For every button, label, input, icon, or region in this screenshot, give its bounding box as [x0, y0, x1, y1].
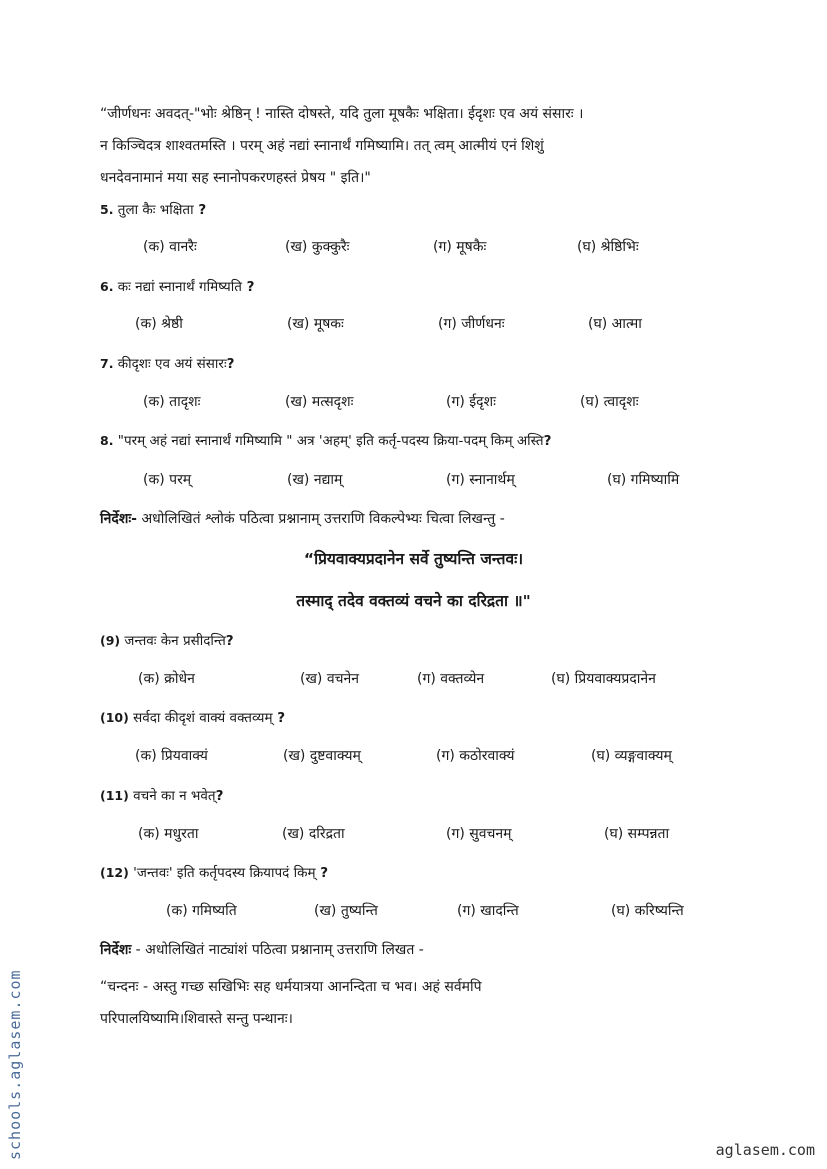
question-text: 'जन्तवः' इति कर्तृपदस्य क्रियापदं किम् — [128, 865, 316, 881]
question-10 — [100, 708, 285, 726]
option-kha: (ख) कुक्कुरैः — [285, 239, 350, 255]
option-ka: (क) परम् — [143, 472, 192, 488]
question-text: "परम् अहं नद्यां स्नानार्थं गमिष्यामि " अत्र 'अहम्' इति कर्तृ-पदस्य क्रिया-पदम् किम् अस्ति — [113, 433, 544, 449]
question-number: (11) — [100, 788, 129, 803]
option-gha: (घ) प्रियवाक्यप्रदानेन — [551, 671, 656, 687]
passage-line: न किञ्चिदत्र शाश्वतमस्ति । परम् अहं नद्यां स्नानार्थं गमिष्यामि। तत् त्वम् आत्मीयं एनं शिशुं — [100, 138, 544, 154]
question-8 — [100, 431, 551, 449]
question-text: जन्तवः केन प्रसीदन्ति — [120, 633, 226, 649]
question-9 — [100, 631, 234, 649]
question-mark: ? — [193, 202, 207, 218]
question-text: कः नद्यां स्नानार्थं गमिष्यति — [113, 279, 242, 295]
option-ga: (ग) सुवचनम् — [446, 826, 512, 842]
question-text: तुला कैः भक्षिता — [113, 202, 194, 218]
option-ga: (ग) वक्तव्येन — [417, 671, 485, 687]
option-ka: (क) प्रियवाक्यं — [135, 748, 208, 764]
option-ka: (क) तादृशः — [143, 394, 201, 410]
directive-shloka — [100, 509, 505, 528]
question-number: (12) — [100, 865, 129, 880]
option-gha: (घ) श्रेष्ठिभिः — [577, 239, 639, 255]
option-gha: (घ) व्यङ्गवाक्यम् — [591, 748, 672, 764]
question-mark: ? — [543, 433, 552, 449]
option-ga: (ग) जीर्णधनः — [438, 316, 505, 332]
option-ga: (ग) ईदृशः — [446, 394, 496, 410]
question-mark: ? — [226, 356, 235, 372]
question-mark: ? — [215, 788, 224, 804]
option-kha: (ख) मूषकः — [287, 316, 344, 332]
option-kha: (ख) मत्सदृशः — [285, 394, 354, 410]
option-ga: (ग) खादन्ति — [457, 903, 519, 919]
question-number: (9) — [100, 633, 121, 648]
option-gha: (घ) आत्मा — [588, 316, 642, 332]
question-mark: ? — [241, 279, 255, 295]
question-number: 8. — [100, 433, 114, 448]
question-text: सर्वदा कीदृशं वाक्यं वक्तव्यम् — [128, 710, 273, 726]
option-gha: (घ) सम्पन्नता — [604, 826, 670, 842]
option-gha: (घ) गमिष्यामि — [607, 472, 680, 488]
option-ga: (ग) स्नानार्थम् — [446, 472, 515, 488]
passage — [100, 98, 720, 194]
option-ga: (ग) मूषकैः — [433, 239, 487, 255]
option-ka: (क) वानरैः — [143, 239, 197, 255]
directive-text: अधोलिखितं श्लोकं पठित्वा प्रश्नानाम् उत्तराणि विकल्पेभ्यः चित्वा लिखन्तु - — [137, 511, 505, 527]
question-mark: ? — [272, 710, 286, 726]
directive-label: निर्देशः- — [100, 511, 137, 527]
question-7 — [100, 354, 235, 372]
option-kha: (ख) नद्याम् — [287, 472, 343, 488]
shloka-line-2: तस्माद् तदेव वक्तव्यं वचने का दरिद्रता ॥" — [296, 592, 531, 610]
question-mark: ? — [225, 633, 234, 649]
question-mark: ? — [315, 865, 329, 881]
question-number: 7. — [100, 356, 114, 371]
drama-passage — [100, 971, 660, 1035]
directive-text: - अधोलिखितं नाट्यांशं पठित्वा प्रश्नानाम् उत्तराणि लिखत - — [131, 942, 424, 958]
question-text: कीदृशः एव अयं संसारः — [113, 356, 227, 372]
question-11 — [100, 786, 223, 804]
passage-line: “जीर्णधनः अवदत्-"भोः श्रेष्ठिन् ! नास्ति दोषस्ते, यदि तुला मूषकैः भक्षिता। ईदृशः एव अयं संसारः । — [100, 106, 584, 122]
drama-line: “चन्दनः - अस्तु गच्छ सखिभिः सह धर्मयात्रया आनन्दिता च भव। अहं सर्वमपि — [100, 979, 482, 995]
passage-line: धनदेवनामानं मया सह स्नानोपकरणहस्तं प्रेषय " इति।" — [100, 170, 371, 186]
drama-line: परिपालयिष्यामि।शिवास्ते सन्तु पन्थानः। — [100, 1011, 293, 1027]
question-6 — [100, 277, 254, 295]
shloka-line-1: “प्रियवाक्यप्रदानेन सर्वे तुष्यन्ति जन्तवः। — [303, 550, 524, 568]
question-text: वचने का न भवेत् — [128, 788, 216, 804]
footer-site: aglasem.com — [715, 1141, 815, 1159]
option-kha: (ख) दुष्टवाक्यम् — [283, 748, 361, 764]
option-ka: (क) गमिष्यति — [166, 903, 237, 919]
option-ka: (क) मधुरता — [138, 826, 199, 842]
option-ga: (ग) कठोरवाक्यं — [436, 748, 515, 764]
question-number: 6. — [100, 279, 114, 294]
directive-label: निर्देशः — [100, 942, 132, 958]
option-gha: (घ) करिष्यन्ति — [611, 903, 684, 919]
option-kha: (ख) दरिद्रता — [282, 826, 345, 842]
question-12 — [100, 863, 328, 881]
question-5 — [100, 200, 206, 218]
option-kha: (ख) वचनेन — [300, 671, 360, 687]
question-number: (10) — [100, 710, 129, 725]
option-kha: (ख) तुष्यन्ति — [314, 903, 378, 919]
side-watermark: schools.aglasem.com — [6, 969, 24, 1160]
option-ka: (क) क्रोधेन — [138, 671, 195, 687]
directive-drama — [100, 940, 424, 959]
option-gha: (घ) त्वादृशः — [580, 394, 639, 410]
question-number: 5. — [100, 202, 114, 217]
option-ka: (क) श्रेष्ठी — [135, 316, 183, 332]
